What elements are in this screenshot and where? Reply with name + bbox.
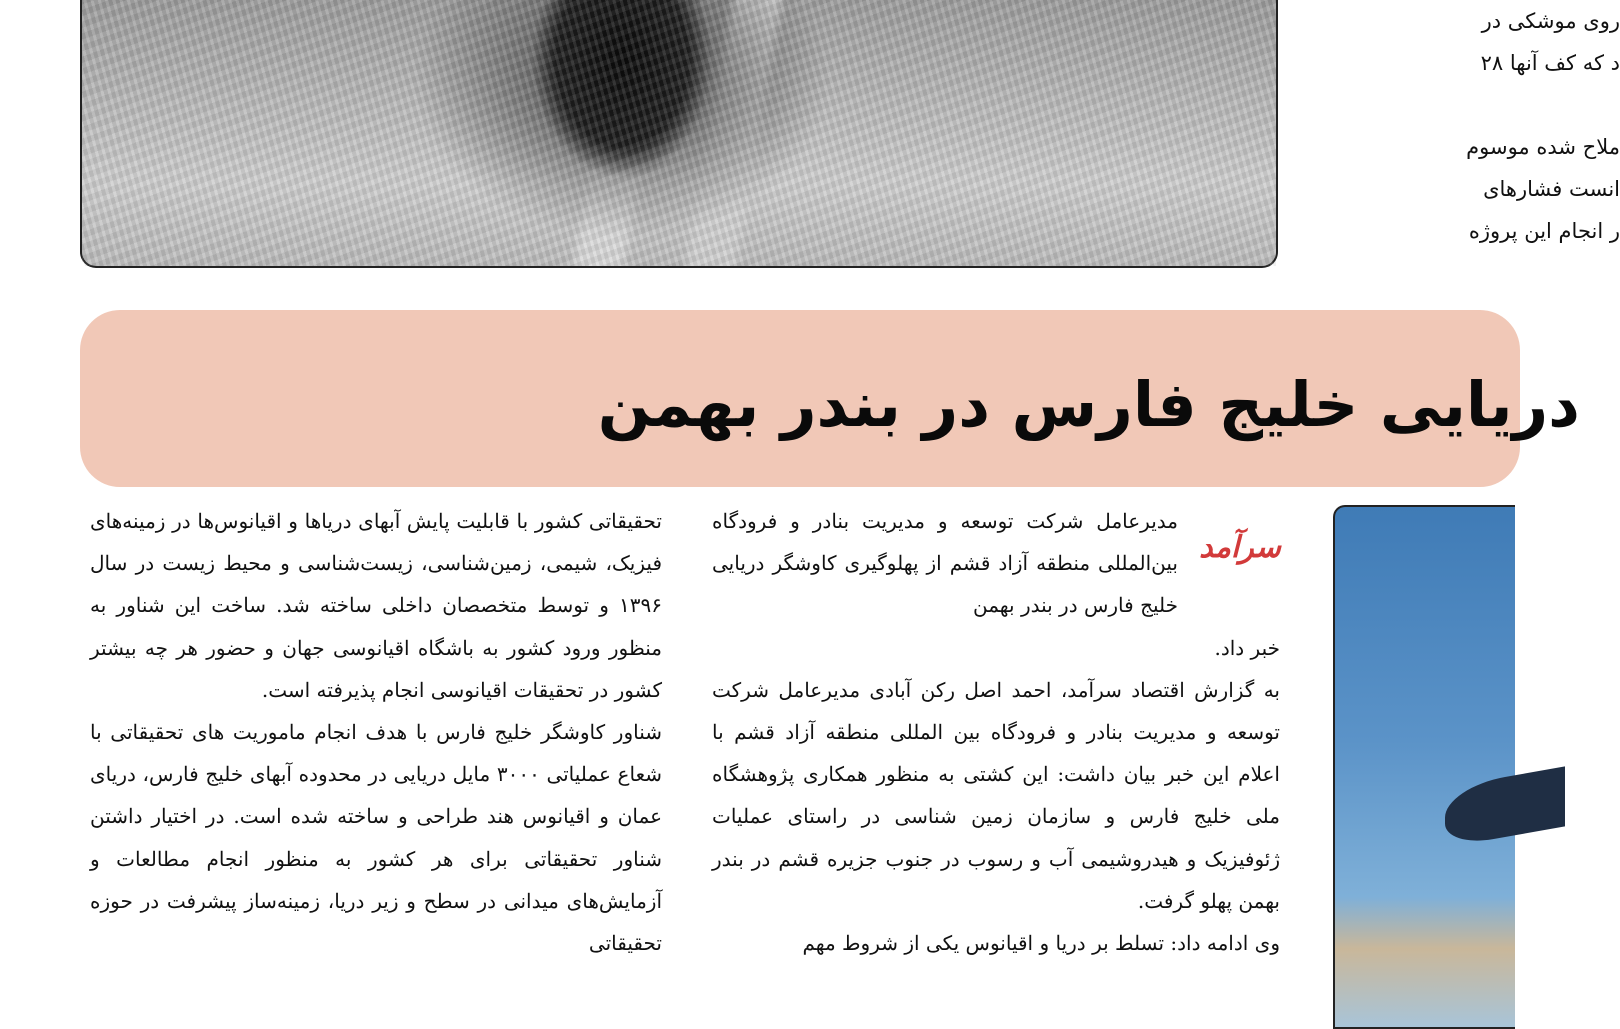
article-column-middle [712, 500, 1280, 964]
article-column-left [90, 500, 662, 964]
headline-banner [80, 310, 1580, 487]
prev-line: انست فشارهای [1483, 177, 1620, 201]
intro-paragraph: مدیرعامل شرکت توسعه و مدیریت بنادر و فرودگاه بین‌المللی منطقه آزاد قشم از پهلوگیری کاوشگر دریایی خلیج فارس در بندر بهمن [712, 509, 1178, 618]
prev-line: روی موشکی در [1481, 9, 1620, 33]
paragraph: وی ادامه داد: تسلط بر دریا و اقیانوس یکی از شروط مهم [802, 931, 1280, 956]
paragraph: تحقیقاتی کشور با قابلیت پایش آبهای دریاها و اقیانوس‌ها در زمینه‌های فیزیک، شیمی، زمین‌شناسی، زیست‌شناسی و محیط زیست در سال ۱۳۹۶ و توسط متخصصان داخلی ساخته شد. ساخت این شناور به منظور ورود کشور به باشگاه اقیانوسی جهان و حضور هر چه بیشتر کشور در تحقیقات اقیانوسی انجام پذیرفته است. [90, 509, 662, 702]
previous-article-column [1300, 0, 1620, 250]
prev-line: د که کف آنها ۲۸ [1480, 51, 1620, 75]
prev-line: ر انجام این پروژه [1468, 219, 1620, 243]
intro-tail: خبر داد. [1214, 635, 1280, 660]
headline: دریایی خلیج فارس در بندر بهمن [597, 368, 1580, 441]
prev-line: ملاح شده موسوم [1466, 135, 1620, 159]
ship-photo [1333, 505, 1515, 1029]
paragraph: شناور کاوشگر خلیج فارس با هدف انجام ماموریت های تحقیقاتی با شعاع عملیاتی ۳۰۰۰ مایل دریایی در محدوده آبهای خلیج فارس، دریای عمان و اقیانوس هند طراحی و ساخته شده است. در اختیار داشتن شناور تحقیقاتی برای هر کشور به منظور انجام مطالعات و آزمایش‌های میدانی در سطح و زیر دریا، زمینه‌ساز پیشرفت در حوزه تحقیقاتی [90, 720, 662, 956]
sarامد-logo: سرآمد [1199, 530, 1281, 565]
paragraph: به گزارش اقتصاد سرآمد، احمد اصل رکن آبادی مدیرعامل شرکت توسعه و مدیریت بنادر و فرودگاه بین المللی منطقه آزاد قشم با اعلام این خبر بیان داشت: این کشتی به منظور همکاری پژوهشگاه ملی خلیج فارس و سازمان زمین شناسی در راستای عملیات ژئوفیزیک و هیدروشیمی آب و رسوب در جنوب جزیره قشم در بندر بهمن پهلو گرفت. [712, 677, 1280, 913]
tunnel-photo [80, 0, 1278, 268]
